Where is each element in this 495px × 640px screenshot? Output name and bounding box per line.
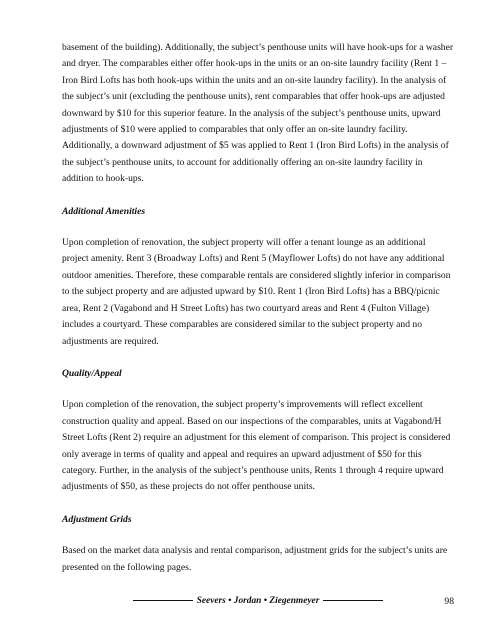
page-footer bbox=[62, 596, 454, 610]
amenities-paragraph: Upon completion of renovation, the subject property will offer a tenant lounge as an additional project amenity. Rent 3 (Broadway Lofts) and Rent 5 (Mayflower Lofts) do not have any additional outdoor amenities. Therefore, these comparable rentals are considered slightly inferior in comparison to the subject property and are adjusted upward by $10. Rent 1 (Iron Bird Lofts) has a BBQ/picnic area, Rent 2 (Vagabond and H Street Lofts) has two courtyard areas and Rent 4 (Fulton Village) includes a courtyard. These comparables are considered similar to the subject property and no adjustments are required. bbox=[62, 237, 451, 347]
heading-additional-amenities: Additional Amenities bbox=[62, 205, 146, 217]
quality-paragraph: Upon completion of the renovation, the subject property’s improvements will reflect excellent construction quality and appeal. Based on our inspections of the comparables, units at Vagabond/H Street Lofts (Rent 2) require an adjustment for this element of comparison. This project is considered only average in terms of quality and appeal and requires an upward adjustment of $50 for this category. Further, in the analysis of the subject’s penthouse units, Rents 1 through 4 require upward adjustments of $50, as these projects do not offer penthouse units. bbox=[62, 399, 451, 493]
document-body bbox=[62, 40, 454, 576]
page-number: 98 bbox=[444, 596, 454, 607]
heading-adjustment-grids: Adjustment Grids bbox=[62, 513, 132, 525]
footer-firm-name: Seevers • Jordan • Ziegenmeyer bbox=[196, 596, 320, 606]
footer-rule-right bbox=[323, 600, 383, 601]
grids-paragraph: Based on the market data analysis and rental comparison, adjustment grids for the subject’s units are presented on the following pages. bbox=[62, 545, 448, 573]
heading-quality-appeal: Quality/Appeal bbox=[62, 367, 122, 379]
footer-rule-left bbox=[133, 600, 193, 601]
footer-firm-name-line bbox=[62, 596, 454, 606]
laundry-paragraph: basement of the building). Additionally, the subject’s penthouse units will have hook-ups for a washer and dryer. The comparables either offer hook-ups in the units or an on-site laundry facility (Rent 1 – Iron Bird Lofts has both hook-ups within the units and an on-site laundry facility). In the analysis of the subject’s unit (excluding the penthouse units), rent comparables that offer hook-ups are adjusted downward by $10 for this superior feature. In the analysis of the subject’s penthouse units, upward adjustments of $10 were applied to comparables that only offer an on-site laundry facility. Additionally, a downward adjustment of $5 was applied to Rent 1 (Iron Bird Lofts) in the analysis of the subject’s penthouse units, to account for additionally offering an on-site laundry facility in addition to hook-ups. bbox=[62, 42, 454, 185]
